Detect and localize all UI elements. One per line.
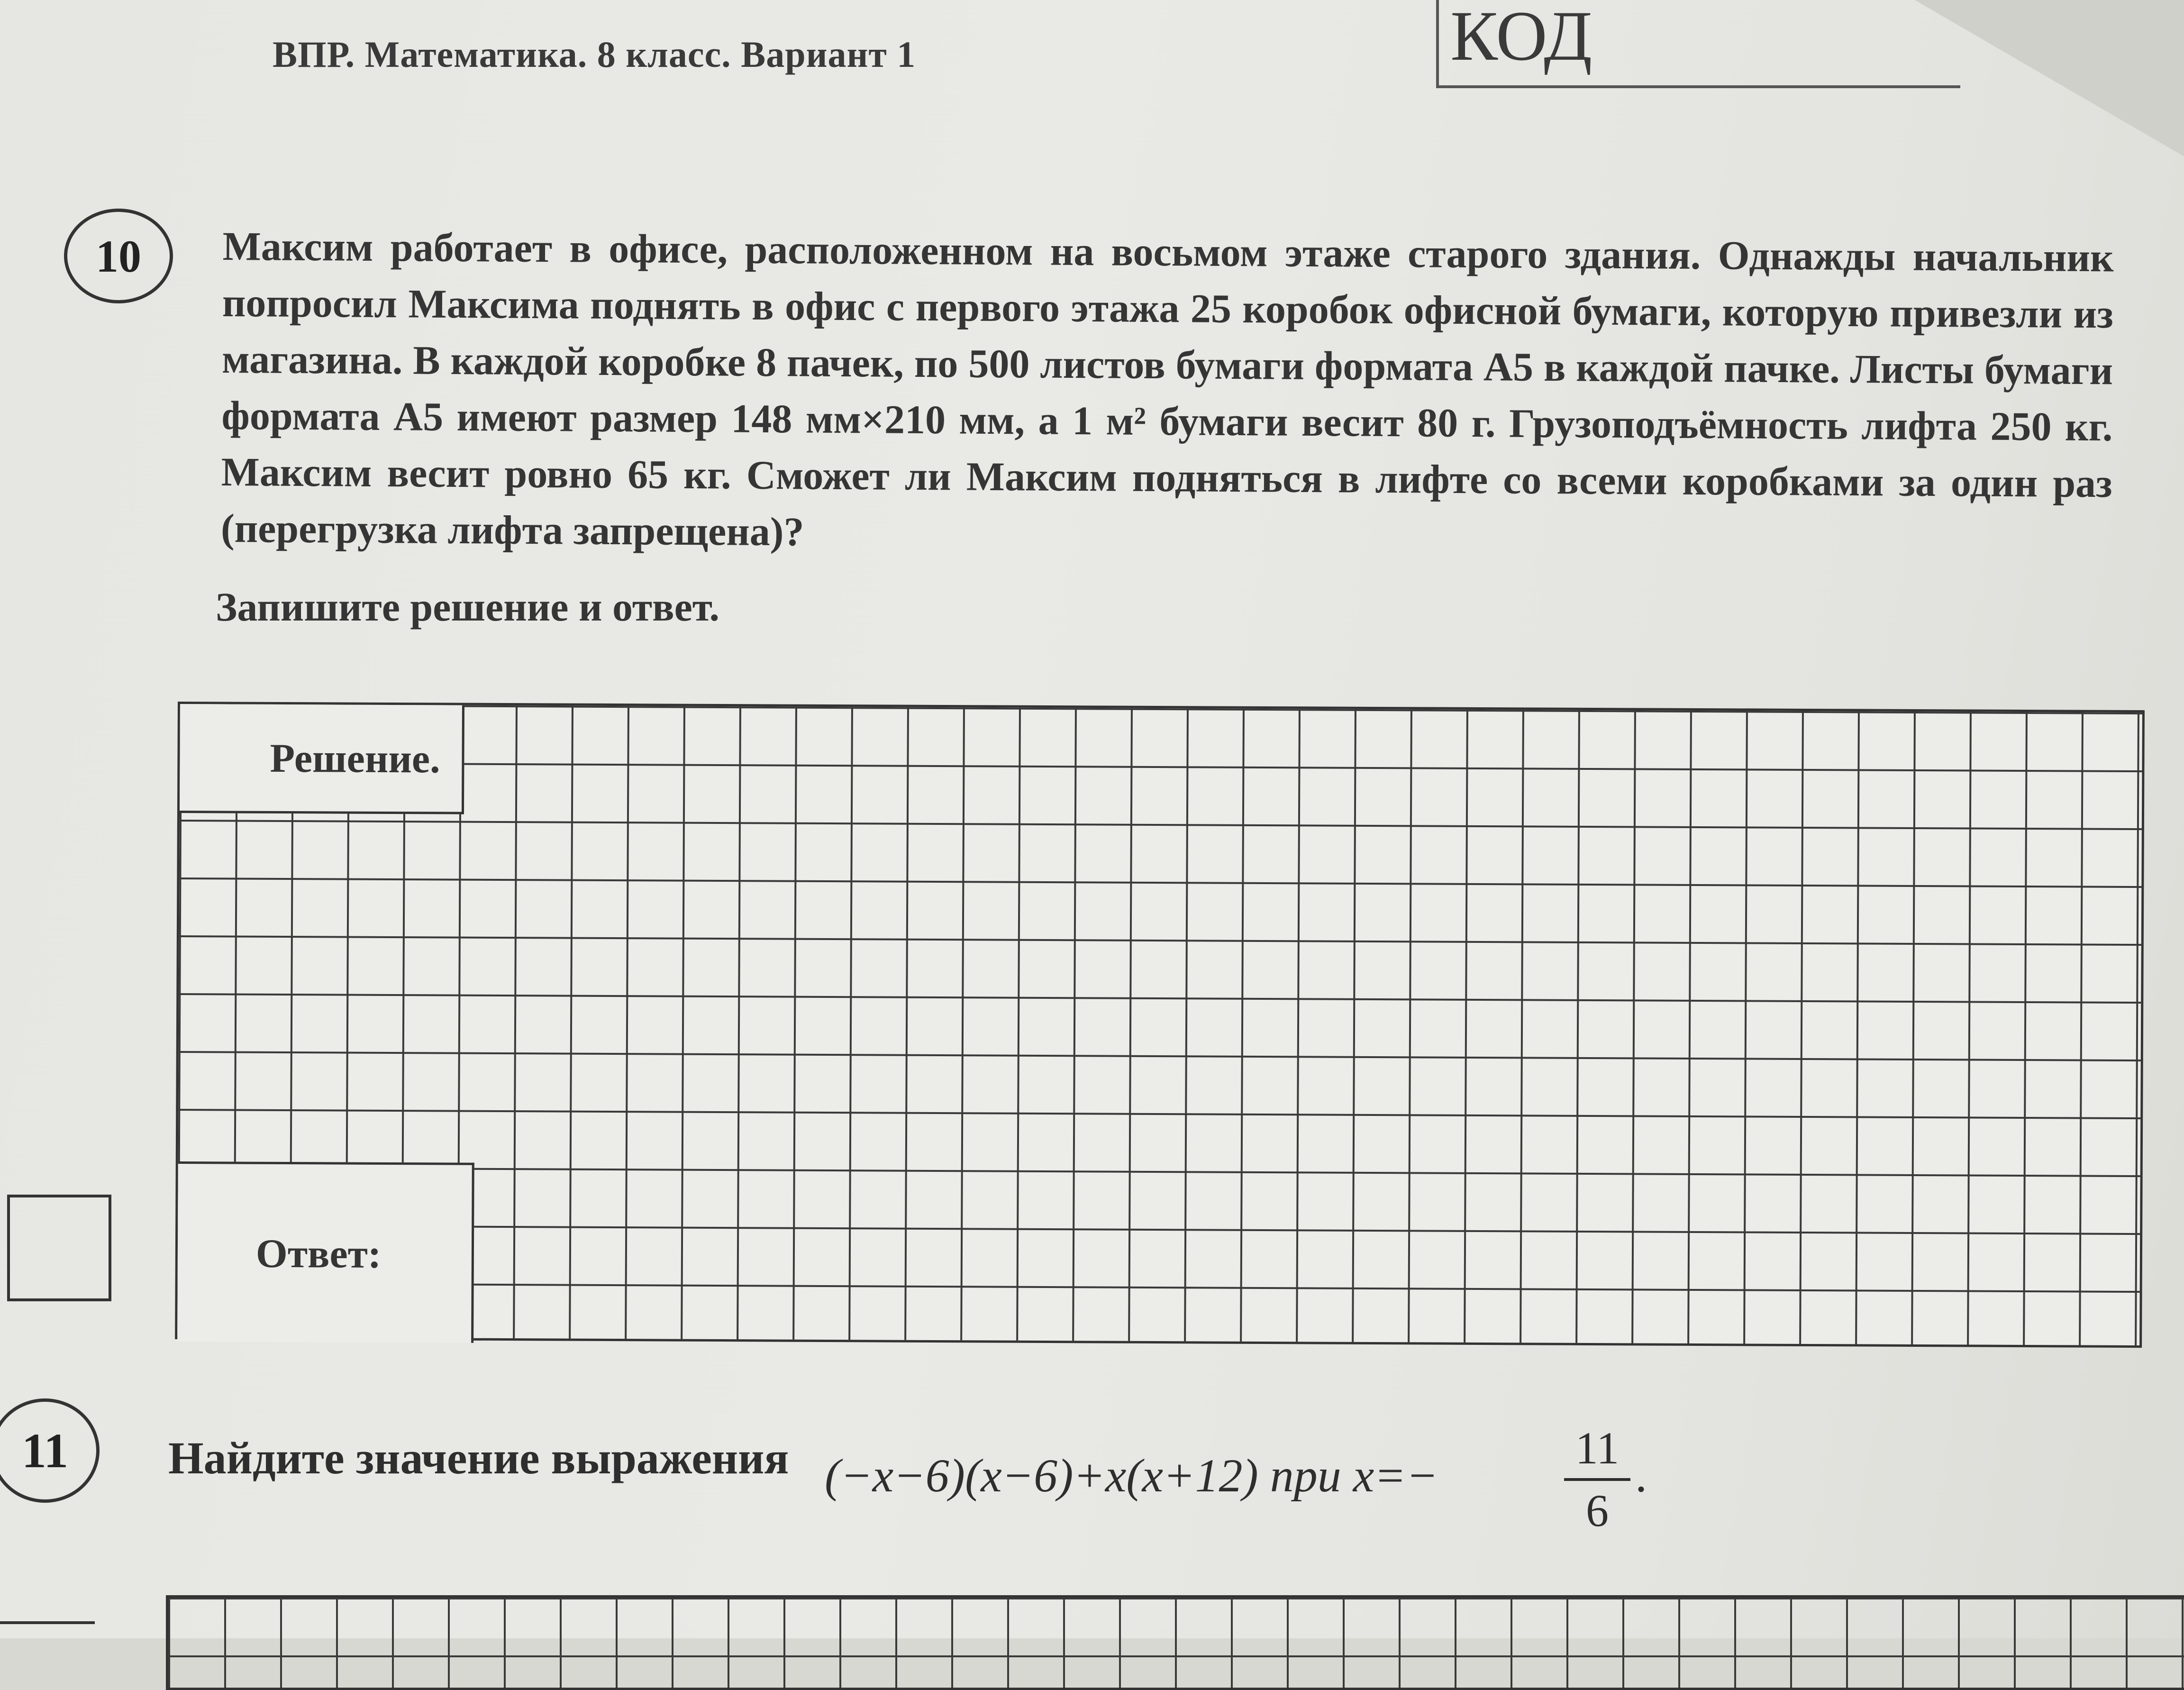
page-header: ВПР. Математика. 8 класс. Вариант 1 <box>273 34 916 75</box>
task-11-expression: (−x−6)(x−6)+x(x+12) при x=− <box>825 1449 1438 1502</box>
fraction-numerator: 11 <box>1575 1423 1620 1473</box>
solution-label: Решение. <box>180 704 464 814</box>
task-11-end: . <box>1635 1449 1647 1502</box>
task-11-fraction <box>1559 1422 1635 1537</box>
code-label: КОД <box>1450 0 1592 75</box>
next-answer-grid[interactable] <box>166 1595 2184 1690</box>
task-number-11: 11 <box>0 1398 100 1503</box>
next-score-box-edge <box>0 1621 95 1643</box>
score-box[interactable] <box>7 1195 111 1301</box>
task-number-10: 10 <box>64 209 173 303</box>
task-10-instruction: Запишите решение и ответ. <box>216 584 720 630</box>
fraction-bar <box>1564 1478 1630 1481</box>
answer-label: Ответ: <box>177 1161 474 1343</box>
task-11-text: Найдите значение выражения <box>168 1433 789 1483</box>
task-10-text: Максим работает в офисе, расположенном на восьмом этаже старого здания. Однажды начальник попросил Максима поднять в офис с первого этажа 25 коробок офисной бумаги, которую привезли из магазина. В каждой коробке 8 пачек, по 500 листов бумаги формата А5 в каждой пачке. Листы бумаги формата А5 имеют размер 148 мм×210 мм, а 1 м² бумаги весит 80 г. Грузоподъёмность лифта 250 кг. Максим весит ровно 65 кг. Сможет ли Максим подняться в лифте со всеми коробками за один раз (перегрузка лифта запрещена)? <box>220 223 2114 555</box>
solution-grid[interactable] <box>175 702 2145 1348</box>
fraction-denominator: 6 <box>1586 1485 1609 1536</box>
